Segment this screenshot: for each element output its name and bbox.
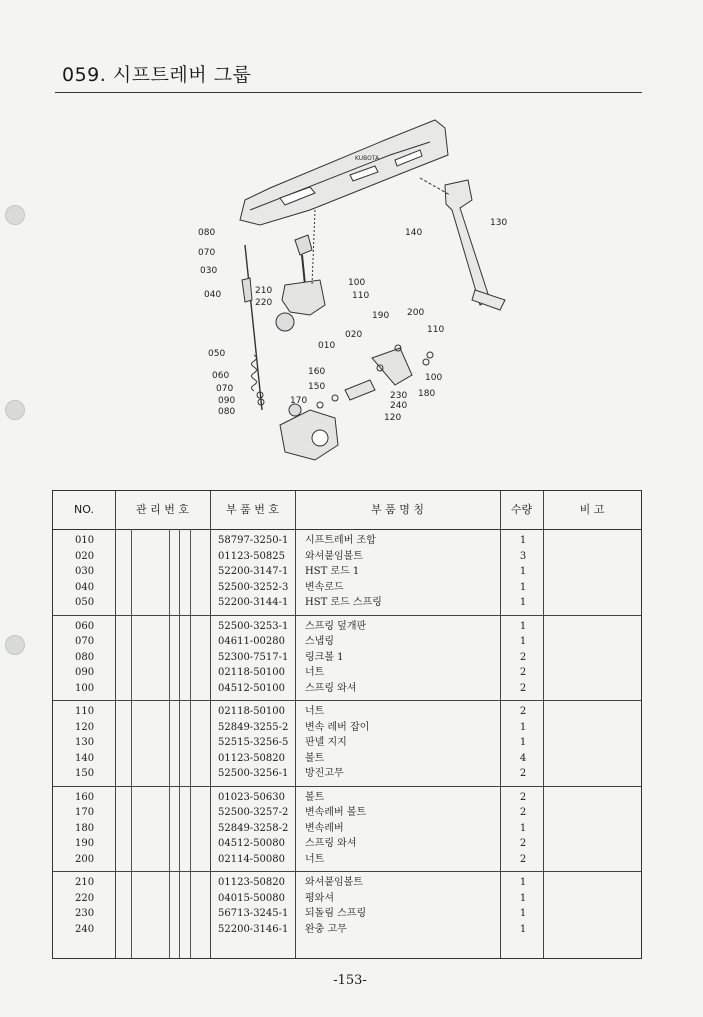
table-row <box>53 805 641 821</box>
exploded-parts-diagram <box>190 100 530 480</box>
quantity: 1 <box>519 620 527 632</box>
part-name: 스냅링 <box>305 636 334 647</box>
part-name: 변속레버 볼트 <box>305 807 367 818</box>
quantity: 2 <box>519 853 527 865</box>
item-number: 060 <box>75 620 95 632</box>
part-number: 56713-3245-1 <box>218 908 289 919</box>
table-row <box>53 595 641 611</box>
callout-190: 190 <box>372 311 390 321</box>
part-name: 너트 <box>305 853 325 865</box>
part-name: 완충 고무 <box>305 923 347 935</box>
part-number: 52200-3147-1 <box>218 566 289 577</box>
callout-060: 060 <box>212 371 230 381</box>
quantity: 4 <box>519 752 527 764</box>
quantity: 1 <box>519 566 527 577</box>
row-group <box>53 615 641 702</box>
table-row <box>53 634 641 650</box>
item-number: 200 <box>75 853 95 865</box>
quantity: 1 <box>519 923 527 935</box>
item-number: 140 <box>75 752 95 764</box>
frame-model-text: KUBOTA <box>355 155 380 162</box>
part-number: 01023-50630 <box>218 791 286 803</box>
part-number: 02114-50080 <box>218 853 286 865</box>
item-number: 010 <box>75 535 95 546</box>
callout-240: 220 <box>255 298 273 308</box>
part-number: 52500-3253-1 <box>218 620 289 632</box>
item-number: 100 <box>75 682 95 694</box>
quantity: 2 <box>519 706 527 717</box>
item-number: 020 <box>75 550 95 562</box>
table-row <box>53 619 641 635</box>
part-name: 판넬 지지 <box>305 737 347 748</box>
part-number: 52500-3256-1 <box>218 768 289 779</box>
callout-070: 070 <box>216 384 234 394</box>
part-number: 52200-3144-1 <box>218 597 289 608</box>
item-number: 240 <box>75 923 95 935</box>
callout-160: 160 <box>308 367 326 377</box>
callout-050: 050 <box>208 349 226 359</box>
quantity: 1 <box>519 581 527 593</box>
item-number: 040 <box>75 581 95 593</box>
part-name: 시프트레버 조합 <box>305 535 376 546</box>
item-number: 180 <box>75 822 95 834</box>
table-row <box>53 906 641 922</box>
row-group <box>53 871 641 957</box>
binder-hole <box>5 205 25 225</box>
part-name: 와셔붙임볼트 <box>305 550 363 562</box>
part-name: 볼트 <box>305 752 325 764</box>
header-no: NO. <box>74 503 94 516</box>
part-number: 04611-00280 <box>218 636 286 647</box>
page-title: 059. 시프트레버 그룹 <box>62 64 252 86</box>
callout-040: 040 <box>204 290 222 300</box>
table-row <box>53 852 641 868</box>
quantity: 1 <box>519 535 527 546</box>
table-row <box>53 790 641 806</box>
part-number: 04015-50080 <box>218 892 286 904</box>
part-number: 01123-50820 <box>218 877 286 888</box>
parts-table <box>52 490 642 959</box>
table-row <box>53 875 641 891</box>
item-number: 110 <box>75 706 95 717</box>
part-name: 평와셔 <box>305 892 334 904</box>
item-number: 160 <box>75 791 95 803</box>
part-name: 변속레버 <box>305 822 344 834</box>
header-mgmt-number: 관 리 번 호 <box>136 503 189 516</box>
callout-080: 080 <box>198 228 216 238</box>
part-name: HST 로드 1 <box>305 566 360 577</box>
callout-210: 230 <box>390 391 408 401</box>
callout-140: 140 <box>405 228 423 238</box>
callout-200: 200 <box>407 308 425 318</box>
callout-150: 150 <box>308 382 326 392</box>
table-row <box>53 650 641 666</box>
item-number: 210 <box>75 877 95 888</box>
part-name: 스프링 덮개판 <box>305 620 367 632</box>
part-name: 너트 <box>305 667 325 678</box>
item-number: 030 <box>75 566 95 577</box>
callout-110: 110 <box>427 325 445 335</box>
table-row <box>53 766 641 782</box>
table-row <box>53 735 641 751</box>
quantity: 2 <box>519 838 527 849</box>
header-part-number: 부 품 번 호 <box>226 503 279 516</box>
item-number: 090 <box>75 667 95 678</box>
part-name: 볼트 <box>305 791 325 803</box>
part-number: 02118-50100 <box>218 667 286 678</box>
row-group <box>53 700 641 787</box>
callout-090: 090 <box>218 396 236 406</box>
part-number: 04512-50100 <box>218 682 286 694</box>
table-row <box>53 681 641 697</box>
shift-lever-assembly <box>276 210 325 331</box>
item-number: 050 <box>75 597 95 608</box>
callout-170: 170 <box>290 396 308 406</box>
table-row <box>53 665 641 681</box>
table-row <box>53 922 641 938</box>
part-number: 01123-50820 <box>218 752 286 764</box>
table-row <box>53 564 641 580</box>
panel-bracket <box>420 178 508 310</box>
rod-and-spring <box>242 245 264 410</box>
item-number: 120 <box>75 721 95 733</box>
item-number: 220 <box>75 892 95 904</box>
part-name: 와셔붙임볼트 <box>305 877 363 888</box>
item-number: 080 <box>75 651 95 663</box>
quantity: 2 <box>519 651 527 663</box>
table-header <box>53 491 641 530</box>
quantity: 2 <box>519 791 527 803</box>
table-row <box>53 720 641 736</box>
quantity: 2 <box>519 807 527 818</box>
page-number: -153- <box>333 973 367 988</box>
part-name: 변속로드 <box>305 581 344 593</box>
header-remarks: 비 고 <box>579 503 605 516</box>
callout-030: 030 <box>200 266 218 276</box>
part-number: 01123-50825 <box>218 550 286 562</box>
table-row <box>53 533 641 549</box>
quantity: 1 <box>519 892 527 904</box>
quantity: 1 <box>519 721 527 733</box>
part-number: 04512-50080 <box>218 838 286 849</box>
title-divider <box>55 92 642 93</box>
part-number: 52849-3258-2 <box>218 822 289 834</box>
quantity: 2 <box>519 768 527 779</box>
part-name: 변속 레버 잡이 <box>305 721 370 733</box>
part-number: 52500-3252-3 <box>218 581 289 593</box>
item-number: 130 <box>75 737 95 748</box>
part-name: 너트 <box>305 706 325 717</box>
part-name: 방진고무 <box>305 768 344 779</box>
callout-220: 240 <box>390 401 408 411</box>
part-number: 52300-7517-1 <box>218 651 289 663</box>
part-number: 52500-3257-2 <box>218 807 289 818</box>
quantity: 2 <box>519 667 527 678</box>
part-number: 58797-3250-1 <box>218 535 289 546</box>
callout-020: 020 <box>345 330 363 340</box>
part-number: 52200-3146-1 <box>218 923 289 935</box>
table-row <box>53 549 641 565</box>
part-number: 02118-50100 <box>218 706 286 717</box>
item-number: 070 <box>75 636 95 647</box>
quantity: 3 <box>519 550 527 562</box>
callout-130: 130 <box>490 218 508 228</box>
item-number: 190 <box>75 838 95 849</box>
part-name: HST 로드 스프링 <box>305 597 382 608</box>
binder-hole <box>5 635 25 655</box>
table-row <box>53 580 641 596</box>
part-name: 스프링 와셔 <box>305 838 357 849</box>
callout-230: 210 <box>255 286 273 296</box>
table-row <box>53 821 641 837</box>
callout-180: 180 <box>418 389 436 399</box>
header-qty: 수량 <box>510 503 533 516</box>
callout-110: 110 <box>352 291 370 301</box>
callout-090: 070 <box>198 248 216 258</box>
part-name: 스프링 와셔 <box>305 682 357 694</box>
quantity: 1 <box>519 636 527 647</box>
frame-assembly <box>240 120 448 225</box>
table-row <box>53 704 641 720</box>
quantity: 2 <box>519 682 527 694</box>
part-name: 링크볼 1 <box>305 651 344 663</box>
callout-100: 100 <box>348 278 366 288</box>
item-number: 170 <box>75 807 95 818</box>
table-row <box>53 891 641 907</box>
quantity: 1 <box>519 822 527 834</box>
table-row <box>53 751 641 767</box>
quantity: 1 <box>519 737 527 748</box>
transmission-housing <box>280 404 338 460</box>
part-name: 되돌림 스프링 <box>305 908 367 919</box>
binder-hole <box>5 400 25 420</box>
table-row <box>53 836 641 852</box>
row-group <box>53 529 641 616</box>
part-number: 52849-3255-2 <box>218 721 289 733</box>
callout-080: 080 <box>218 407 236 417</box>
callout-010: 010 <box>318 341 336 351</box>
callout-120: 120 <box>384 413 402 423</box>
part-number: 52515-3256-5 <box>218 737 289 748</box>
quantity: 1 <box>519 908 527 919</box>
quantity: 1 <box>519 597 527 608</box>
header-part-name: 부 품 명 칭 <box>371 503 424 516</box>
item-number: 230 <box>75 908 95 919</box>
callout-100: 100 <box>425 373 443 383</box>
item-number: 150 <box>75 768 95 779</box>
quantity: 1 <box>519 877 527 888</box>
row-group <box>53 786 641 873</box>
